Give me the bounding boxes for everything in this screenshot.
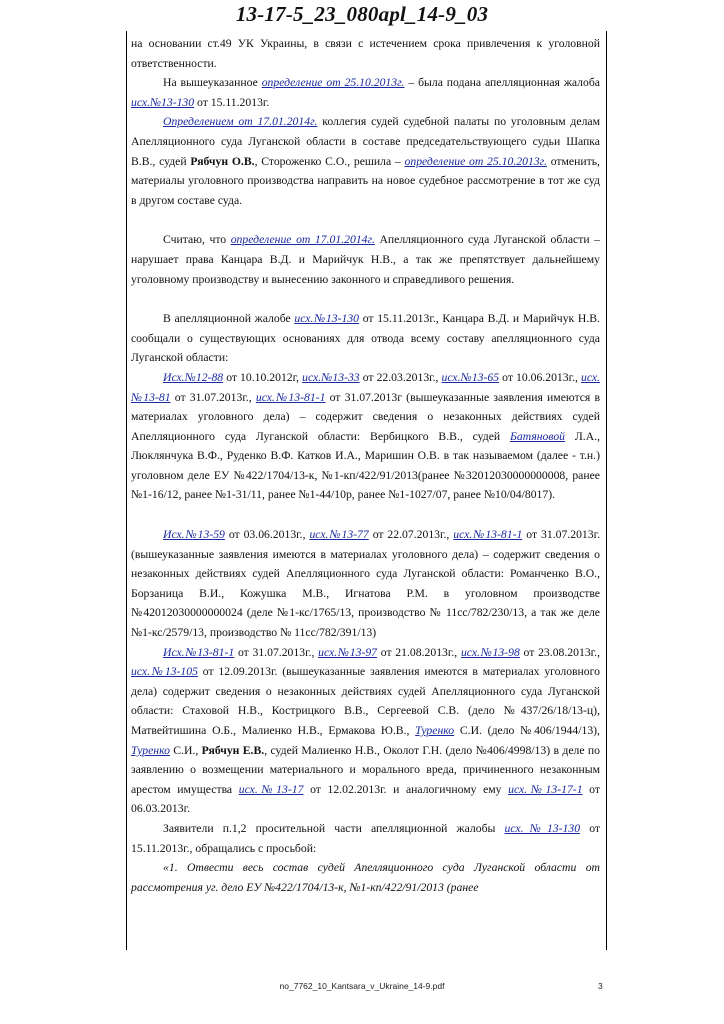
- spacer: [131, 505, 600, 525]
- footer-filename: no_7762_10_Kantsara_v_Ukraine_14-9.pdf: [279, 981, 445, 991]
- text: от 31.07.2013г. (вышеуказанные заявления имеются в материалах уголовного дела) – содержит сведения о незаконных действиях судей Апелляционного суда Луганской области: Романченко В.О., Борзаница В.И., Кожушка М.В., Игнатова Р.М. в уголовном производстве №42012030000000024 (деле №1-кс/1765/13, производство № 11сс/782/230/13, а так же деле №1-кс/2579/13, производство № 11сс/782/391/13): [131, 528, 600, 640]
- text: от 12.02.2013г. и аналогичному ему: [303, 782, 509, 796]
- link-ref[interactable]: исх.№13-77: [309, 528, 369, 542]
- text: от 06.03.2013г.: [131, 782, 600, 816]
- paragraph-6: [131, 368, 600, 505]
- link-ref[interactable]: исх.№13-65: [441, 370, 500, 384]
- text: на основании ст.49 УК Украины, в связи с истечением срока привлечения к уголовной ответственности.: [131, 37, 600, 70]
- text: от 23.08.2013г.,: [519, 645, 600, 659]
- text: Заявители п.1,2 просительной части апелляционной жалобы: [163, 821, 505, 835]
- text: С.И.,: [169, 743, 202, 757]
- text: от 10.06.2013г.,: [499, 370, 581, 384]
- paragraph-5: [131, 309, 600, 368]
- paragraph-10: [131, 858, 600, 897]
- link-ref[interactable]: Исх.№12-88: [163, 370, 224, 384]
- text: Считаю, что: [163, 233, 231, 247]
- text: , Стороженко С.О., решила –: [254, 154, 405, 168]
- text: от 12.09.2013г. (вышеуказанные заявления имеются в материалах уголовного дела) содержит сведения о незаконных действиях судей Апелляционного суда Луганской области: Стаховой Н.В., Кострицкого В.В., Сергеевой С.В. (дело №437/26/18/13-ц), Матвейтишина О.Б., Малиенко Н.В., Ермакова Ю.В.,: [131, 665, 601, 737]
- text: коллегия судей судебной палаты по уголовным делам Апелляционного суда Луганской области в составе председательствующего судьи Шапка В.В., судей: [131, 115, 600, 168]
- link-ref[interactable]: Исх.№13-81-1: [163, 645, 235, 659]
- paragraph-4: [131, 230, 600, 289]
- document-header-title: 13-17-5_23_080apl_14-9_03: [235, 2, 489, 26]
- text: отменить, материалы уголовного производства направить на новое судебное рассмотрение в тот же суд в другом составе суда.: [131, 154, 600, 207]
- text: На вышеуказанное: [163, 76, 262, 90]
- link-name[interactable]: Туренко: [415, 724, 455, 737]
- text: от 21.08.2013г.,: [377, 645, 461, 659]
- paragraph-7: [131, 525, 600, 643]
- text: от 15.11.2013г., обращались с просьбой:: [131, 821, 600, 855]
- paragraph-1: [131, 34, 600, 73]
- link-ref[interactable]: исх.№13-17-1: [508, 782, 583, 796]
- link-ruling[interactable]: определение от 25.10.2013г.: [404, 154, 547, 168]
- link-ref[interactable]: исх.№13-97: [318, 645, 378, 659]
- link-ref[interactable]: исх.№13-33: [302, 370, 360, 384]
- spacer: [131, 210, 600, 230]
- paragraph-8: [131, 643, 600, 819]
- text: от 10.10.2012г,: [223, 370, 303, 384]
- text: , судей Малиенко Н.В., Околот Г.Н. (дело №406/4998/13) в деле по заявлению о возмещении материального и морального вреда, причиненного незаконным арестом имущества: [131, 743, 600, 796]
- bold-name: Рябчун О.В.: [190, 154, 255, 168]
- text: от 31.07.2013г (вышеуказанные заявления имеются в материалах уголовного дела) – содержит сведения о незаконных действиях судей Апелляционного суда Луганской области: Вербицкого В.В., судей: [131, 390, 600, 443]
- link-ruling[interactable]: Определением от 17.01.2014г.: [163, 115, 318, 129]
- page-number: 3: [598, 981, 603, 991]
- link-name[interactable]: Туренко: [131, 743, 170, 757]
- link-ref[interactable]: Исх.№13-59: [163, 528, 225, 542]
- text: от 15.11.2013г.: [194, 95, 270, 109]
- link-ref[interactable]: исх.№13-130: [131, 95, 195, 109]
- text: Л.А., Люклянчука В.Ф., Руденко В.Ф. Катков И.А., Маришин О.В. в так называемом (далее - т.н.) уголовном деле ЕУ №422/1704/13-к, №1-кп/422/91/2013(ранее №32012030000000008, ранее №1-16/12, ранее №1-31/11, ранее №1-44/10р, ранее №1-1027/07, ранее №10/04/8017).: [131, 429, 600, 502]
- link-ruling[interactable]: определение от 17.01.2014г.: [230, 233, 375, 247]
- paragraph-2: [131, 73, 600, 112]
- link-ref[interactable]: исх.№13-17: [238, 782, 304, 796]
- link-ref[interactable]: исх.№13-98: [460, 645, 520, 659]
- text: от 22.03.2013г.,: [359, 370, 442, 384]
- text: от 22.07.2013г.,: [368, 528, 454, 542]
- link-ref[interactable]: исх.№13-81-1: [255, 390, 326, 404]
- text: В апелляционной жалобе: [163, 312, 295, 326]
- text: С.И. (дело №406/1944/13),: [454, 724, 600, 737]
- link-ref[interactable]: исх.№13-130: [294, 312, 360, 326]
- link-ruling[interactable]: определение от 25.10.2013г.: [261, 76, 405, 90]
- text: от 15.11.2013г., Канцара В.Д. и Марийчук Н.В. сообщали о существующих основаниях для отвода всему составу апелляционного суда Луганской области:: [131, 312, 600, 365]
- paragraph-3: [131, 112, 600, 210]
- text: Апелляционного суда Луганской области – нарушает права Канцара В.Д. и Марийчук Н.В., а так же препятствует дальнейшему уголовному производству и вынесению законного и справедливого решения.: [131, 233, 600, 286]
- link-ref[interactable]: исх.№13-130: [504, 821, 581, 835]
- link-ref[interactable]: исх.№13-105: [131, 665, 198, 679]
- link-ref[interactable]: исх.№13-81: [131, 370, 600, 404]
- text: «1. Отвести весь состав судей Апелляционного суда Луганской области от рассмотрения уг. дело ЕУ №422/1704/13-к, №1-кп/422/91/2013 (ранее: [131, 861, 600, 894]
- text: – была подана апелляционная жалоба: [404, 76, 600, 90]
- link-name[interactable]: Батяновой: [510, 429, 566, 443]
- spacer: [131, 289, 600, 309]
- text: от 31.07.2013г.,: [170, 390, 256, 404]
- document-body: [131, 34, 600, 897]
- link-ref[interactable]: исх.№13-81-1: [453, 528, 523, 542]
- text: от 31.07.2013г.,: [234, 645, 319, 659]
- bold-name: Рябчун Е.В.: [201, 743, 265, 757]
- paragraph-9: [131, 819, 600, 858]
- text: от 03.06.2013г.,: [224, 528, 310, 542]
